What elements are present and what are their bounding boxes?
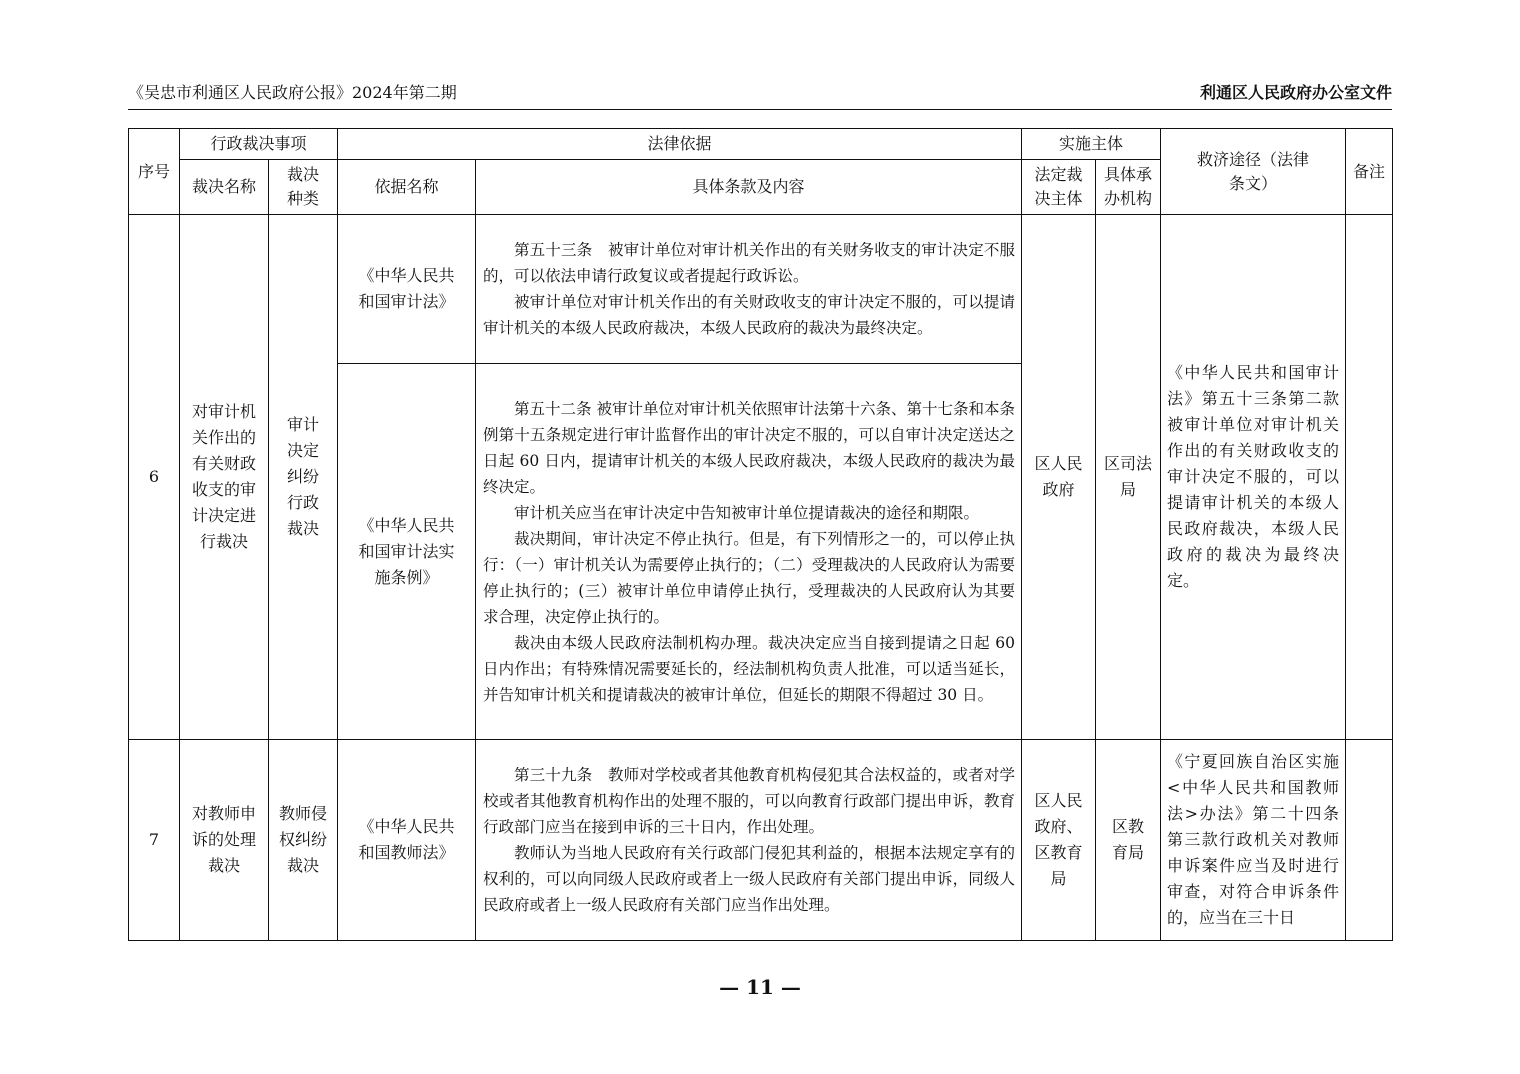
clause-paragraph: 审计机关应当在审计决定中告知被审计单位提请裁决的途径和期限。 [514,503,980,522]
row-remedy: 《宁夏回族自治区实施<中华人民共和国教师法>办法》第二十四条第三款行政机关对教师申诉案件应当及时进行审查，对符合申诉条件的，应当在三十日 [1161,740,1346,941]
clause-paragraph: 裁决由本级人民政府法制机构办理。裁决决定应当自接到提请之日起 60 日内作出；有特殊情况需要延长的，经法制机构负责人批准，可以适当延长，并告知审计机关和提请裁决的被审计单位，但延长的期限不得超过 30 日。 [483,633,1016,704]
header-basis-name: 依据名称 [338,160,476,215]
table-row [129,215,1393,364]
header-legal-subject: 法定裁决主体 [1022,160,1096,215]
header-remark: 备注 [1346,129,1393,215]
clause-paragraph: 第五十三条 被审计单位对审计机关作出的有关财务收支的审计决定不服的，可以依法申请行政复议或者提起行政诉讼。 [483,241,1016,285]
arbitration-table [128,128,1393,941]
header-rule [128,109,1392,110]
header-name: 裁决名称 [180,160,269,215]
row-remedy: 《中华人民共和国审计法》第五十三条第二款被审计单位对审计机关作出的有关财政收支的审计决定不服的，可以提请审计机关的本级人民政府裁决，本级人民政府的裁决为最终决定。 [1161,215,1346,740]
basis-name: 《中华人民共和国教师法》 [338,740,476,941]
clause-paragraph: 第五十二条 被审计单位对审计机关依照审计法第十六条、第十七条和本条例第十五条规定进行审计监督作出的审计决定不服的，可以自审计决定送达之日起 60 日内，提请审计机关的本级人民政府裁决，本级人民政府的裁决为最终决定。 [483,399,1016,496]
row-name: 对教师申诉的处理裁决 [180,740,269,941]
page-number: — 11 — [719,975,801,999]
row-seq: 6 [129,215,180,740]
clause-paragraph: 裁决期间，审计决定不停止执行。但是，有下列情形之一的，可以停止执行：（一）审计机关认为需要停止执行的；（二）受理裁决的人民政府认为需要停止执行的；(三）被审计单位申请停止执行，受理裁决的人民政府认为其要求合理，决定停止执行的。 [483,529,1016,626]
row-remark [1346,740,1393,941]
basis-clause [476,215,1022,364]
clause-paragraph: 教师认为当地人民政府有关行政部门侵犯其利益的，根据本法规定享有的权利的，可以向同级人民政府或者上一级人民政府有关部门提出申诉，同级人民政府或者上一级人民政府有关部门应当作出处理。 [483,844,1016,914]
clause-paragraph: 被审计单位对审计机关作出的有关财政收支的审计决定不服的，可以提请审计机关的本级人民政府裁决，本级人民政府的裁决为最终决定。 [483,293,1016,337]
gazette-title: 《吴忠市利通区人民政府公报》2024年第二期 [128,83,457,102]
row-type: 教师侵权纠纷裁决 [269,740,338,941]
header-handler: 具体承办机构 [1096,160,1161,215]
header-clause: 具体条款及内容 [476,160,1022,215]
header-subject: 实施主体 [1022,129,1161,160]
row-handler: 区教育局 [1096,740,1161,941]
basis-name: 《中华人民共和国审计法》 [338,215,476,364]
row-seq: 7 [129,740,180,941]
header-seq: 序号 [129,129,180,215]
office-document-label: 利通区人民政府办公室文件 [1199,83,1392,102]
header-remedy: 救济途径（法律条文） [1161,129,1346,215]
clause-paragraph: 第三十九条 教师对学校或者其他教育机构侵犯其合法权益的，或者对学校或者其他教育机构作出的处理不服的，可以向教育行政部门提出申诉，教育行政部门应当在接到申诉的三十日内，作出处理。 [483,766,1016,836]
row-name: 对审计机关作出的有关财政收支的审计决定进行裁决 [180,215,269,740]
table-row [129,740,1393,941]
header-type: 裁决种类 [269,160,338,215]
header-matter: 行政裁决事项 [180,129,338,160]
basis-clause [476,364,1022,740]
row-type: 审计决定纠纷行政裁决 [269,215,338,740]
row-remark [1346,215,1393,740]
row-legal-subject: 区人民政府 [1022,215,1096,740]
row-handler: 区司法局 [1096,215,1161,740]
basis-clause [476,740,1022,941]
header-legal-basis: 法律依据 [338,129,1022,160]
basis-name: 《中华人民共和国审计法实施条例》 [338,364,476,740]
page-header [128,80,1392,102]
row-legal-subject: 区人民政府、区教育局 [1022,740,1096,941]
